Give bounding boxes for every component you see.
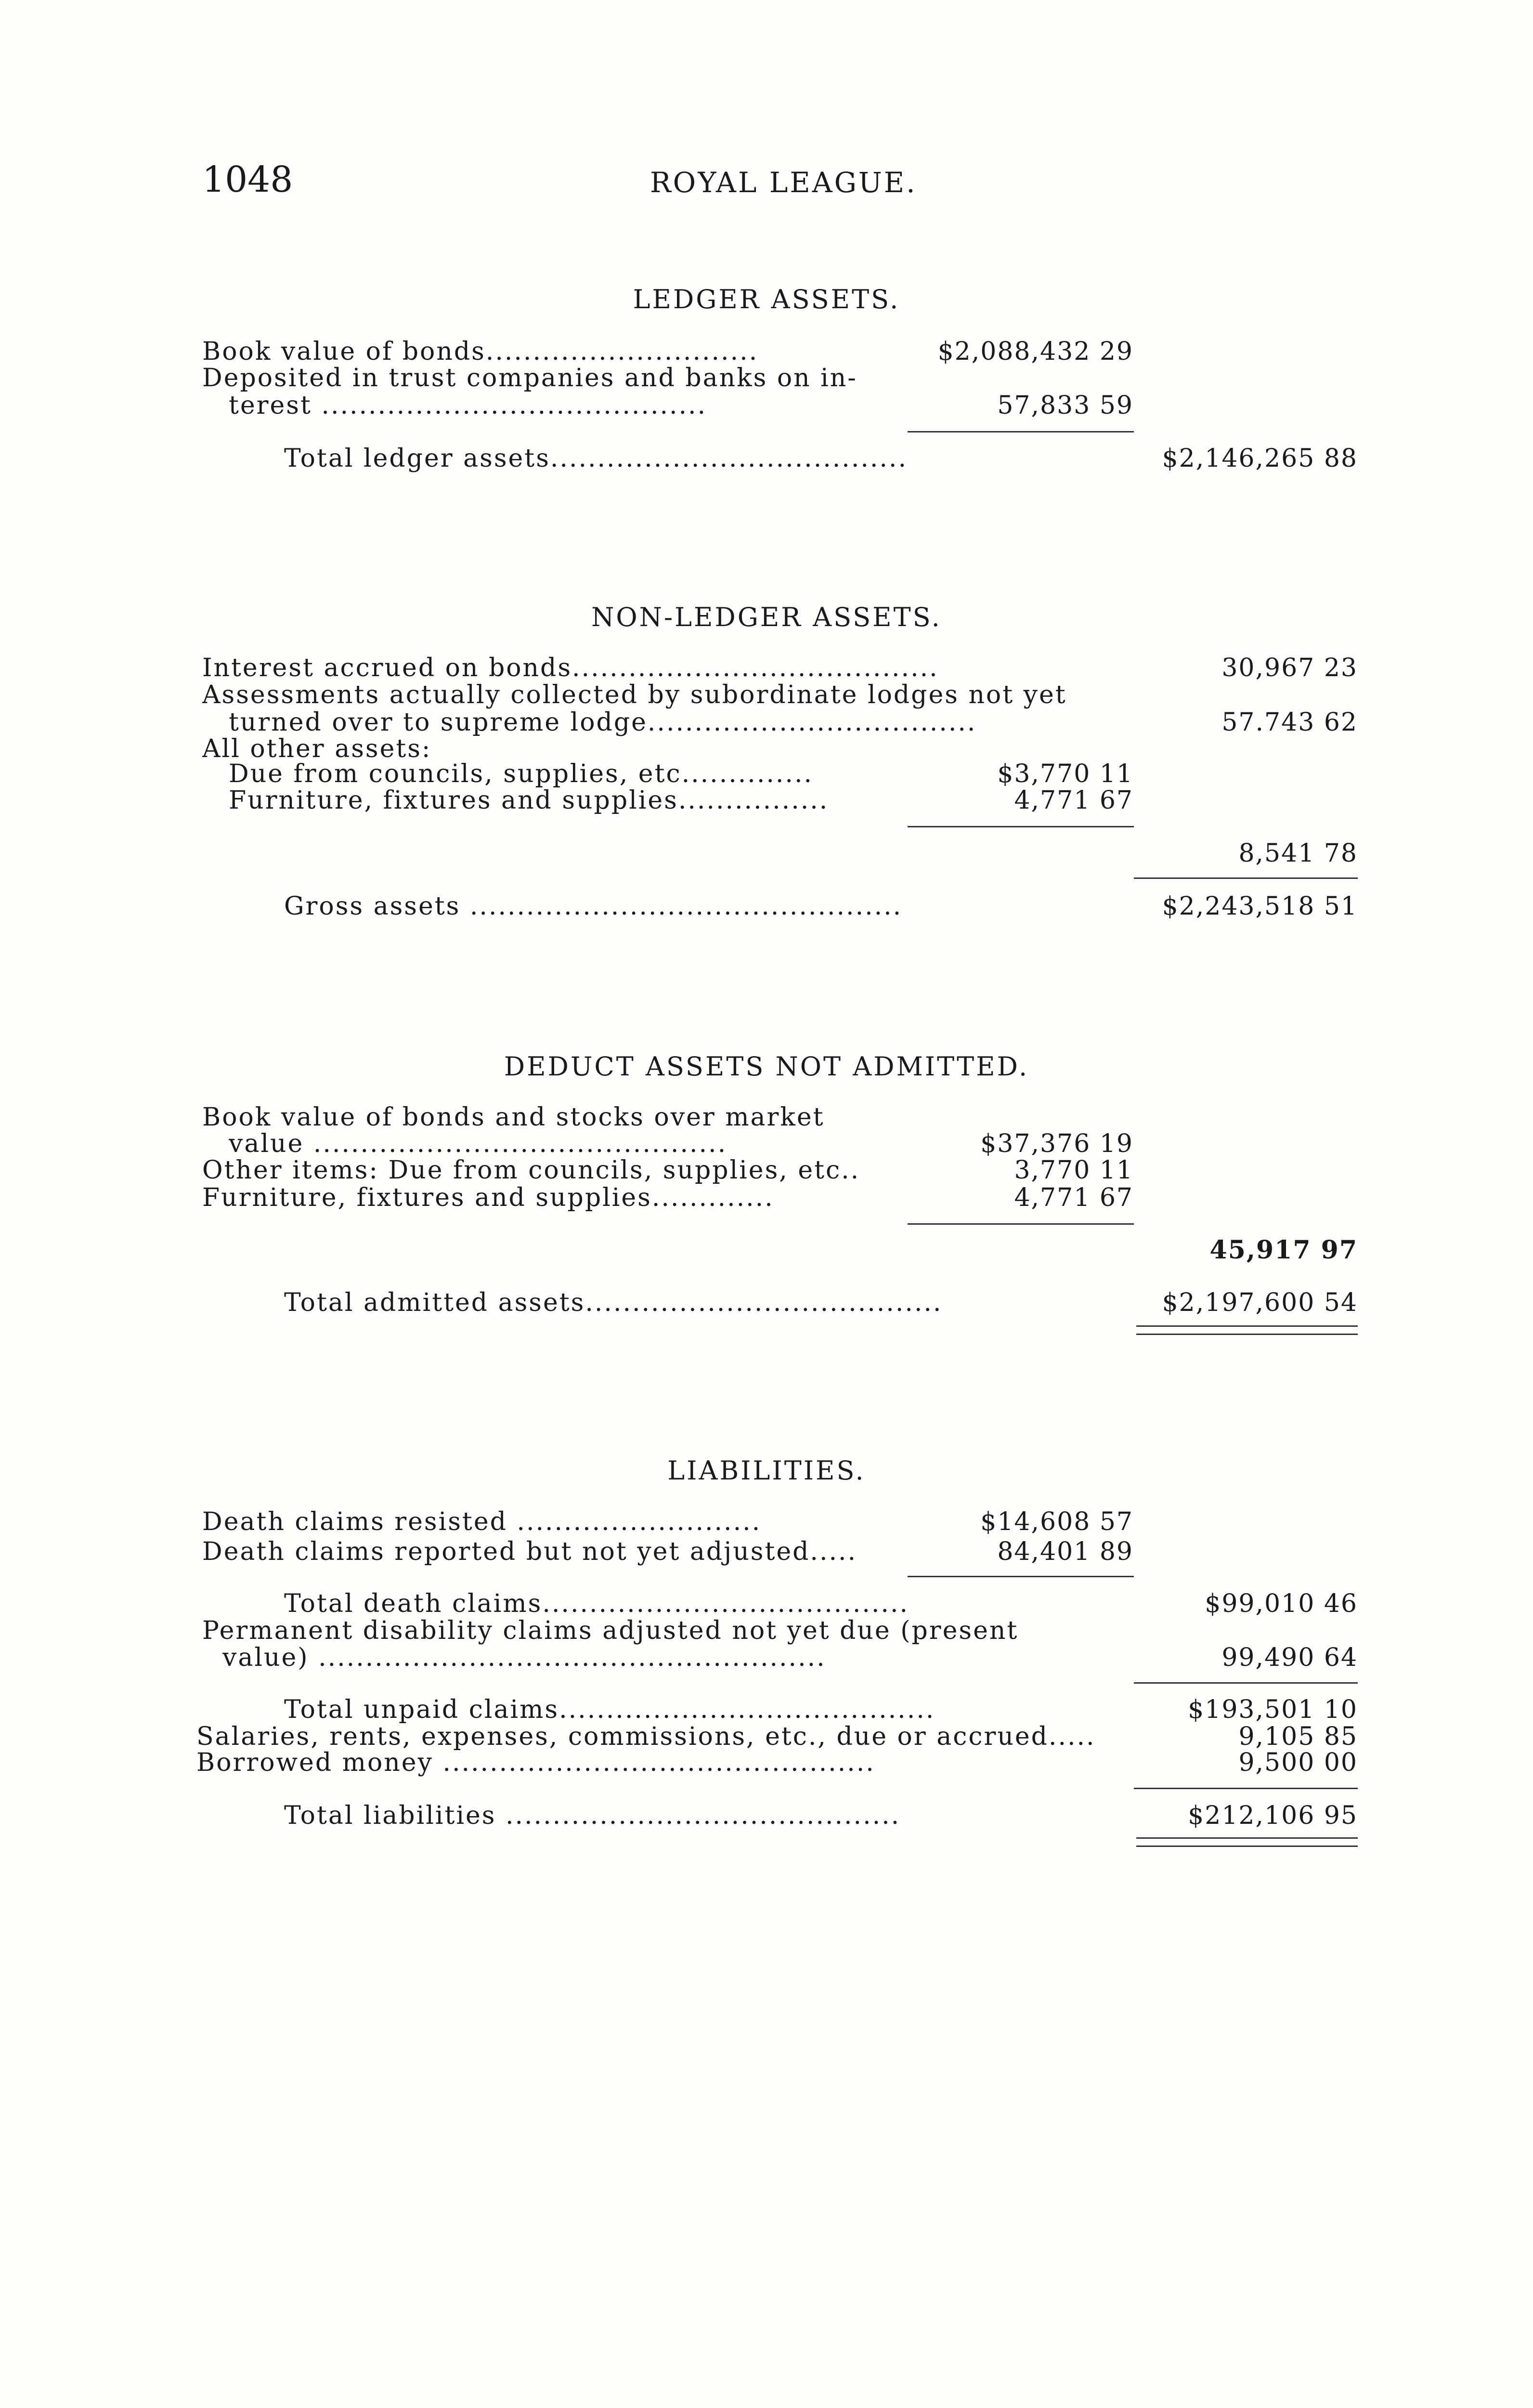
admitted-assets-value: $2,197,600 54: [1162, 1288, 1358, 1317]
ledger-deposited-label-cont: terest .........................................: [229, 391, 707, 420]
deduct-other-label: Other items: Due from councils, supplies, etc..: [202, 1156, 860, 1185]
deduct-bonds-label-cont: value ............................................: [229, 1129, 728, 1158]
interest-accrued-value: 30,967 23: [1221, 654, 1358, 682]
deduct-rule: [908, 1223, 1134, 1225]
unpaid-claims-label: Total unpaid claims........................................: [284, 1695, 935, 1724]
ledger-bonds-value: $2,088,432 29: [937, 337, 1133, 366]
total-death-claims-value: $99,010 46: [1205, 1589, 1358, 1618]
deduct-bonds-label: Book value of bonds and stocks over market: [202, 1103, 825, 1132]
total-death-claims-label: Total death claims.......................................: [284, 1589, 909, 1618]
deduct-furniture-label: Furniture, fixtures and supplies.............: [202, 1183, 774, 1212]
deduct-furniture-value: 4,771 67: [1014, 1183, 1133, 1212]
ledger-deposited-value: 57,833 59: [997, 391, 1133, 420]
borrowed-money-value: 9,500 00: [1238, 1748, 1358, 1777]
admitted-double-rule: [1136, 1325, 1358, 1335]
deduct-heading: DEDUCT ASSETS NOT ADMITTED.: [504, 1051, 1029, 1082]
gross-assets-label: Gross assets ..............................................: [284, 892, 903, 921]
claims-rule: [908, 1576, 1134, 1577]
interest-accrued-label: Interest accrued on bonds.......................................: [202, 654, 939, 682]
total-liabilities-label: Total liabilities ..........................................: [284, 1801, 901, 1830]
liabilities-double-rule: [1136, 1837, 1358, 1847]
due-from-councils-label: Due from councils, supplies, etc..............: [229, 759, 814, 788]
claims-resisted-value: $14,608 57: [980, 1507, 1133, 1536]
gross-rule: [1134, 877, 1358, 879]
claims-reported-value: 84,401 89: [997, 1537, 1133, 1566]
permanent-disability-label: Permanent disability claims adjusted not yet due (present: [202, 1616, 1019, 1645]
furniture-value: 4,771 67: [1014, 786, 1133, 815]
salaries-value: 9,105 85: [1238, 1722, 1358, 1751]
total-liabilities-value: $212,106 95: [1188, 1801, 1358, 1830]
assessments-label: Assessments actually collected by subordinate lodges not yet: [202, 681, 1067, 709]
ledger-deposited-label: Deposited in trust companies and banks on in-: [202, 364, 857, 393]
due-from-councils-value: $3,770 11: [997, 759, 1133, 788]
other-assets-subtotal: 8,541 78: [1238, 839, 1358, 868]
ledger-total-label: Total ledger assets......................................: [284, 444, 908, 473]
assessments-label-cont: turned over to supreme lodge...................................: [229, 708, 977, 737]
page-number: 1048: [202, 159, 293, 200]
assessments-value: 57.743 62: [1221, 708, 1358, 737]
deduct-bonds-value: $37,376 19: [980, 1129, 1133, 1158]
claims-reported-label: Death claims reported but not yet adjusted.....: [202, 1537, 857, 1566]
nonledger-rule: [908, 826, 1134, 827]
admitted-assets-label: Total admitted assets......................................: [284, 1288, 943, 1317]
liabilities-rule: [1134, 1788, 1358, 1789]
other-assets-label: All other assets:: [202, 734, 432, 763]
unpaid-claims-value: $193,501 10: [1188, 1695, 1358, 1724]
deduct-subtotal: 45,917 97: [1209, 1235, 1358, 1265]
ledger-bonds-label: Book value of bonds.............................: [202, 337, 759, 366]
permanent-disability-label-cont: value) ......................................................: [222, 1643, 826, 1672]
unpaid-rule: [1134, 1682, 1358, 1684]
gross-assets-value: $2,243,518 51: [1162, 892, 1358, 921]
borrowed-money-label: Borrowed money ..............................................: [196, 1748, 875, 1777]
ledger-assets-heading: LEDGER ASSETS.: [633, 284, 900, 314]
permanent-disability-value: 99,490 64: [1221, 1643, 1358, 1672]
liabilities-heading: LIABILITIES.: [667, 1455, 866, 1486]
furniture-label: Furniture, fixtures and supplies................: [229, 786, 829, 815]
ledger-total-value: $2,146,265 88: [1162, 444, 1358, 473]
nonledger-assets-heading: NON-LEDGER ASSETS.: [591, 602, 942, 632]
claims-resisted-label: Death claims resisted ..........................: [202, 1507, 762, 1536]
deduct-other-value: 3,770 11: [1014, 1156, 1133, 1185]
running-title: ROYAL LEAGUE.: [650, 166, 917, 199]
ledger-rule: [908, 431, 1134, 432]
salaries-label: Salaries, rents, expenses, commissions, etc., due or accrued.....: [196, 1722, 1096, 1751]
